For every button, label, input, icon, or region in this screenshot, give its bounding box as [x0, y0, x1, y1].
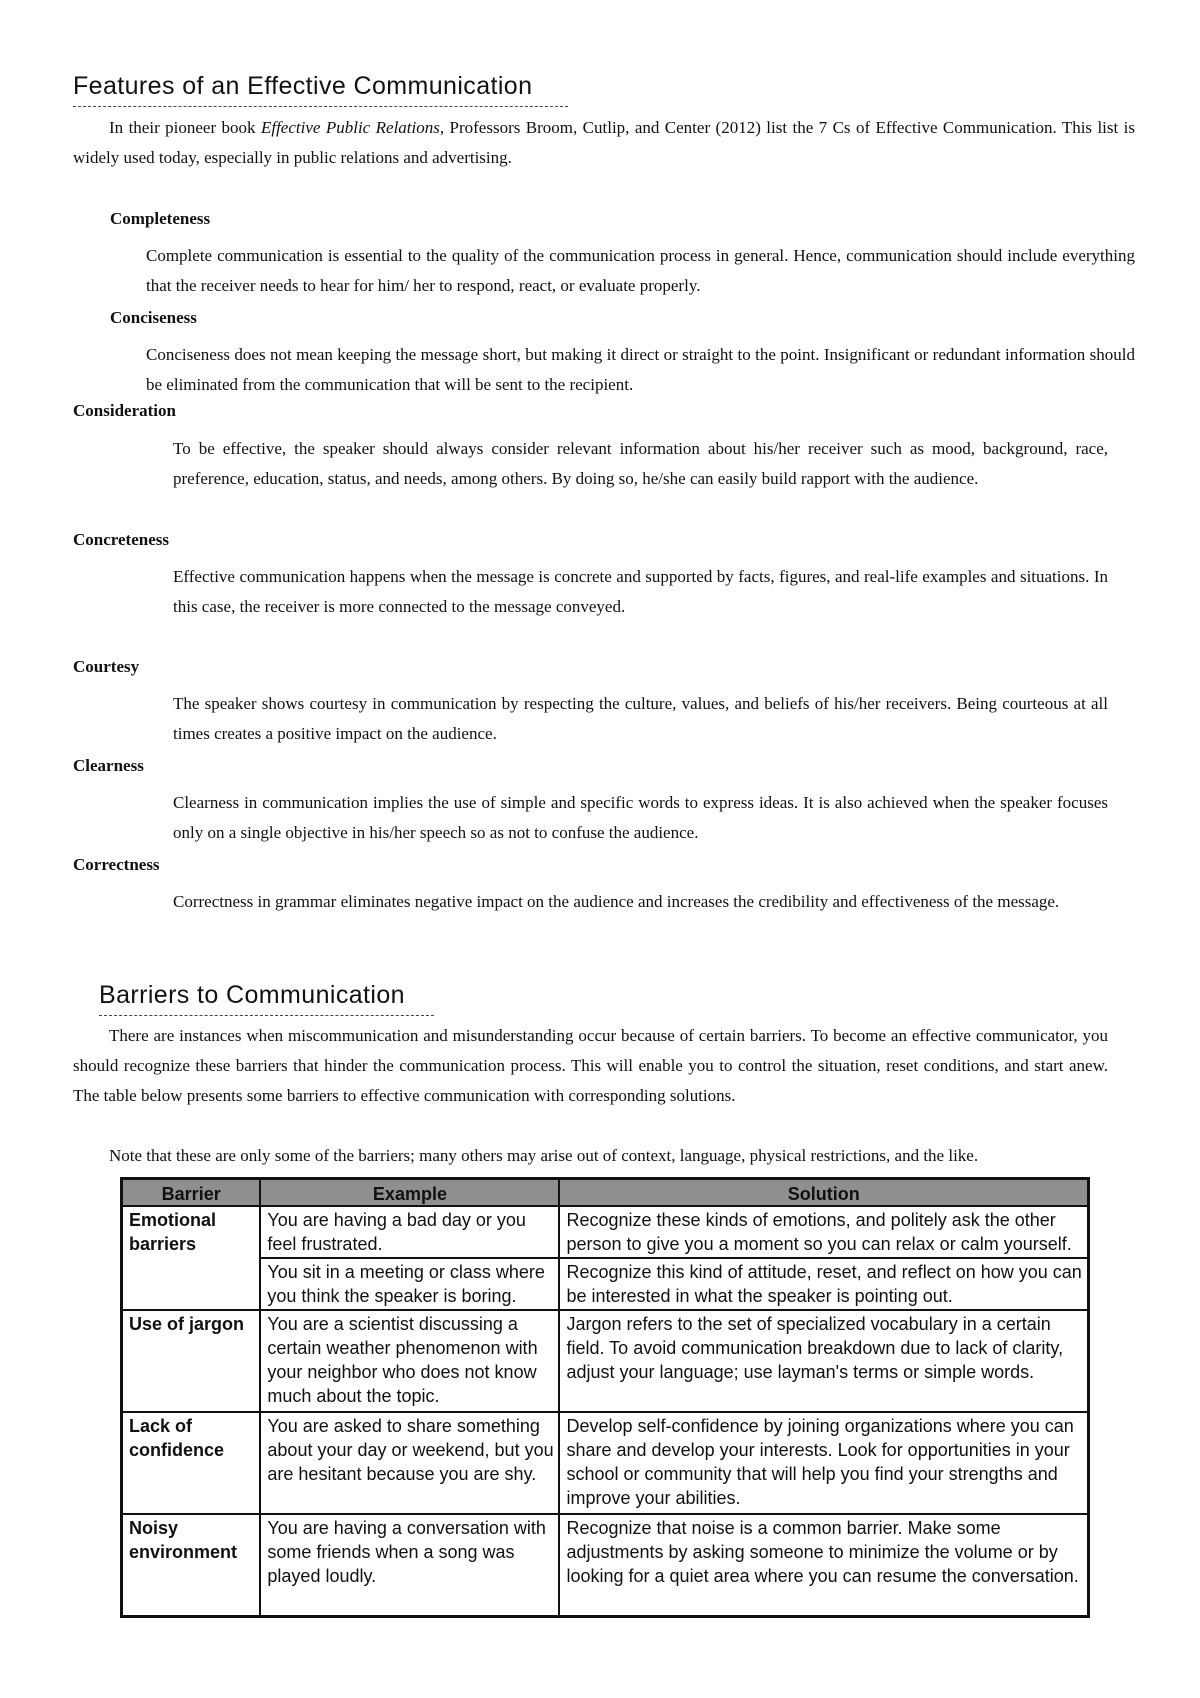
- table-row: [122, 1258, 1089, 1310]
- term-completeness: Completeness: [110, 209, 211, 228]
- barriers-heading: Barriers to Communication: [99, 981, 405, 1009]
- example-cell: You are having a bad day or you feel frustrated.: [260, 1206, 559, 1258]
- barriers-table: [120, 1177, 1090, 1618]
- barrier-cell: Emotional barriers: [122, 1206, 261, 1310]
- solution-cell: Recognize this kind of attitude, reset, and reflect on how you can be interested in what the speaker is pointing out.: [559, 1258, 1088, 1310]
- header-barrier: Barrier: [122, 1179, 261, 1207]
- desc-courtesy: The speaker shows courtesy in communication by respecting the culture, values, and beliefs of his/her receivers. Being courteous at all times creates a positive impact on the audience.: [173, 694, 1108, 743]
- term-courtesy: Courtesy: [73, 657, 140, 676]
- solution-cell: Recognize these kinds of emotions, and politely ask the other person to give you a moment so you can relax or calm yourself.: [559, 1206, 1088, 1258]
- solution-cell: Recognize that noise is a common barrier. Make some adjustments by asking someone to minimize the volume or by looking for a quiet area where you can resume the conversation.: [559, 1514, 1088, 1617]
- term-consideration: Consideration: [73, 401, 176, 420]
- header-solution: Solution: [559, 1179, 1088, 1207]
- header-example: Example: [260, 1179, 559, 1207]
- desc-correctness: Correctness in grammar eliminates negative impact on the audience and increases the credibility and effectiveness of the message.: [173, 892, 1060, 911]
- example-cell: You are having a conversation with some friends when a song was played loudly.: [260, 1514, 559, 1617]
- term-clearness: Clearness: [73, 756, 144, 775]
- term-concreteness: Concreteness: [73, 530, 169, 549]
- intro-pre: In their pioneer book: [109, 118, 261, 137]
- table-row: [122, 1412, 1089, 1514]
- example-cell: You are asked to share something about your day or weekend, but you are hesitant because you are shy.: [260, 1412, 559, 1514]
- table-row: [122, 1206, 1089, 1258]
- barrier-cell: Lack of confidence: [122, 1412, 261, 1514]
- solution-cell: Develop self-confidence by joining organizations where you can share and develop your interests. Look for opportunities in your school or community that will help you find your strengths and improve your abilities.: [559, 1412, 1088, 1514]
- barrier-cell: Use of jargon: [122, 1310, 261, 1412]
- table-row: [122, 1514, 1089, 1617]
- solution-cell: Jargon refers to the set of specialized vocabulary in a certain field. To avoid communication breakdown due to lack of clarity, adjust your language; use layman's terms or simple words.: [559, 1310, 1088, 1412]
- table-row: [122, 1310, 1089, 1412]
- desc-completeness: Complete communication is essential to the quality of the communication process in general. Hence, communication should include everything that the receiver needs to hear for him/ her to respond, react, or evaluate properly.: [146, 246, 1135, 295]
- desc-conciseness: Conciseness does not mean keeping the message short, but making it direct or straight to the point. Insignificant or redundant information should be eliminated from the communication that will be sent to the recipient.: [146, 345, 1135, 394]
- table-header-row: [122, 1179, 1089, 1207]
- features-intro: [73, 113, 1135, 173]
- barrier-cell: Noisy environment: [122, 1514, 261, 1617]
- desc-clearness: Clearness in communication implies the use of simple and specific words to express ideas. It is also achieved when the speaker focuses only on a single objective in his/her speech so as not to confuse the audience.: [173, 793, 1108, 842]
- features-heading-underline: [73, 106, 568, 107]
- intro-book-title: Effective Public Relations: [260, 118, 440, 137]
- features-heading: Features of an Effective Communication: [73, 72, 533, 100]
- barriers-intro: There are instances when miscommunication and misunderstanding occur because of certain barriers. To become an effective communicator, you should recognize these barriers that hinder the communication process. This will enable you to control the situation, reset conditions, and start anew. The table below presents some barriers to effective communication with corresponding solutions.: [73, 1026, 1108, 1105]
- desc-concreteness: Effective communication happens when the message is concrete and supported by facts, figures, and real-life examples and situations. In this case, the receiver is more connected to the message conveyed.: [173, 567, 1108, 616]
- barriers-heading-underline: [99, 1015, 434, 1016]
- example-cell: You sit in a meeting or class where you think the speaker is boring.: [260, 1258, 559, 1310]
- intro-post: , Professors Broom, Cutlip, and Center (2012) list the 7 Cs of Effective Communication. This list is widely used today, especially in public relations and advertising.: [73, 118, 1135, 167]
- term-correctness: Correctness: [73, 855, 160, 874]
- example-cell: You are a scientist discussing a certain weather phenomenon with your neighbor who does not know much about the topic.: [260, 1310, 559, 1412]
- desc-consideration: To be effective, the speaker should always consider relevant information about his/her receiver such as mood, background, race, preference, education, status, and needs, among others. By doing so, he/she can easily build rapport with the audience.: [173, 439, 1108, 488]
- term-conciseness: Conciseness: [110, 308, 197, 327]
- barriers-note: Note that these are only some of the barriers; many others may arise out of context, language, physical restrictions, and the like.: [109, 1146, 979, 1165]
